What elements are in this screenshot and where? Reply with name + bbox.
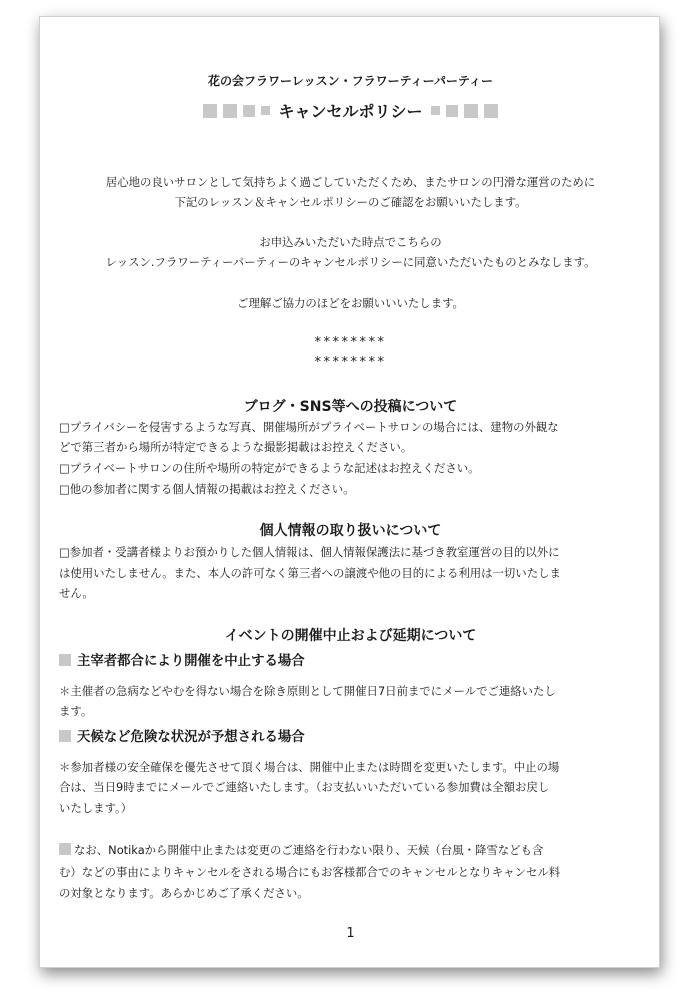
intro-line: ご理解ご協力のほどをお願いいいたします。 (237, 296, 464, 310)
intro-line: お申込みいただいた時点でこちらの (259, 235, 442, 249)
square-bullet-icon (59, 843, 71, 855)
decor-square-icon (261, 106, 270, 115)
body-line: どで第三者から場所が特定できるような撮影掲載はお控えください。 (59, 440, 413, 454)
subheading-organizer (59, 650, 305, 669)
page-subtitle: 花の会フラワーレッスン・フラワーティーパーティー (207, 74, 494, 88)
note-line: の対象となります。あらかじめご了承ください。 (59, 886, 309, 900)
section-heading-privacy: 個人情報の取り扱いについて (259, 523, 442, 539)
body-line: 合は、当日9時までにメールでご連絡いたします。（お支払いいただいている参加費は全額お戻し (59, 780, 550, 794)
stars-divider: ******** (314, 355, 387, 370)
square-bullet-icon (59, 654, 71, 666)
body-line: □参加者・受講者様よりお預かりした個人情報は、個人情報保護法に基づき教室運営の目的以外に (59, 545, 560, 559)
decor-square-icon (203, 104, 217, 118)
subheading-weather-label: 天候など危険な状況が予想される場合 (77, 730, 305, 745)
body-line: ＊主催者の急病などやむを得ない場合を除き原則として開催日7日前までにメールでご連絡いたし (59, 684, 556, 698)
decor-square-icon (446, 105, 458, 117)
body-line: □他の参加者に関する個人情報の掲載はお控えください。 (59, 482, 355, 496)
body-line: □プライベートサロンの住所や場所の特定ができるような記述はお控えください。 (59, 461, 480, 475)
stars-divider: ******** (314, 335, 387, 350)
subheading-organizer-label: 主宰者都合により開催を中止する場合 (77, 654, 305, 669)
title-row (40, 99, 661, 122)
decor-square-icon (464, 104, 478, 118)
body-line: せん。 (59, 586, 94, 600)
square-bullet-icon (59, 730, 71, 742)
section-heading-cancel: イベントの開催中止および延期について (224, 628, 477, 644)
intro-line: 下記のレッスン＆キャンセルポリシーのご確認をお願いいたします。 (174, 195, 527, 209)
intro-line: レッスン.フラワーティーパーティーのキャンセルポリシーに同意いただいたものとみなします。 (105, 255, 596, 269)
decor-square-icon (243, 105, 255, 117)
subheading-weather (59, 726, 305, 745)
body-line: は使用いたしません。また、本人の許可なく第三者への譲渡や他の目的による利用は一切いたしま (59, 566, 561, 580)
decor-square-icon (223, 104, 237, 118)
body-line: ます。 (59, 704, 93, 718)
page-title: キャンセルポリシー (278, 102, 423, 121)
document-page (39, 16, 660, 968)
section-heading-blog: ブログ・SNS等への投稿について (243, 399, 458, 415)
decor-square-icon (431, 106, 440, 115)
body-line: □プライバシーを侵害するような写真、開催場所がプライベートサロンの場合には、建物の外観な (59, 420, 559, 434)
body-line: ＊参加者様の安全確保を優先させて頂く場合は、開催中止または時間を変更いたします。中止の場 (59, 760, 560, 774)
intro-line: 居心地の良いサロンとして気持ちよく過ごしていただくため、またサロンの円滑な運営のために (105, 175, 596, 189)
body-line: いたします。） (59, 801, 133, 815)
note-line (59, 840, 645, 860)
decor-square-icon (484, 104, 498, 118)
note-text: なお、Notikaから開催中止または変更のご連絡を行わない限り、天候（台風・降雪なども含 (74, 843, 544, 857)
note-line: む）などの事由によりキャンセルをされる場合にもお客様都合でのキャンセルとなりキャンセル料 (59, 865, 561, 879)
page-number: 1 (346, 926, 355, 941)
